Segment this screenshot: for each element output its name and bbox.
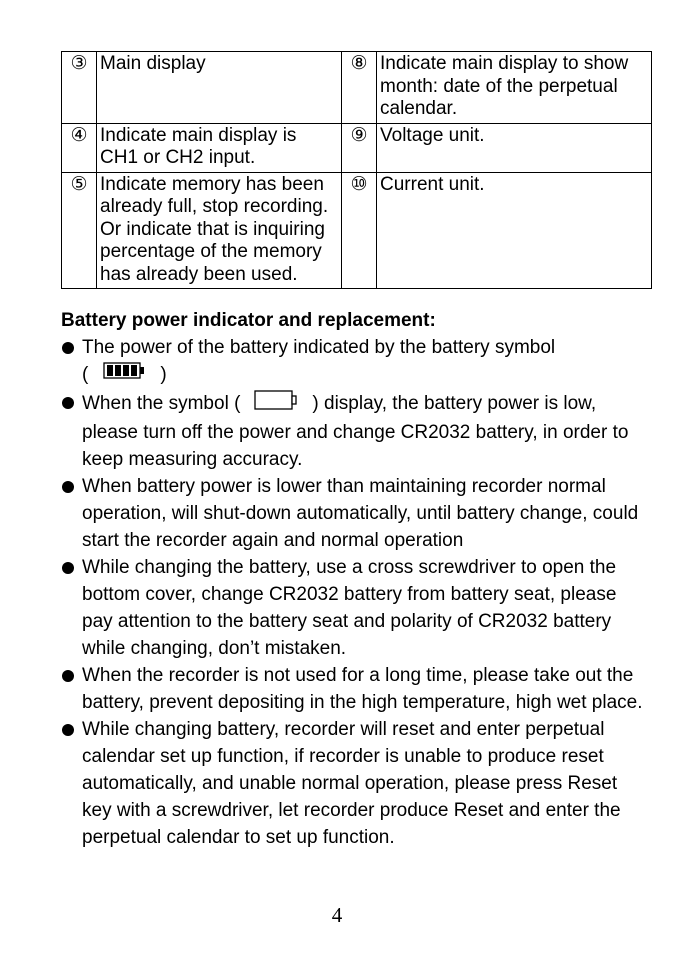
paren-open: ( — [82, 364, 89, 386]
legend-number: ⑤ — [62, 172, 97, 289]
item-text: While changing the battery, use a cross screwdriver to open the bottom cover, change CR2032 battery from battery seat, please pay attention to the battery seat and polarity of CR2032 battery while changing, don’t mistaken. — [82, 557, 617, 659]
bullet-dot-icon — [62, 481, 74, 493]
paren-close: ) — [160, 364, 167, 386]
item-text: While changing battery, recorder will reset and enter perpetual calendar set up function, if recorder is unable to produce reset automatically, and unable normal operation, please press Reset key with a screwdriver, let recorder produce Reset and enter the perpetual calendar to set up function. — [82, 719, 621, 848]
display-legend-table — [61, 51, 652, 289]
list-item — [61, 554, 651, 662]
bullet-dot-icon — [62, 562, 74, 574]
table-row — [62, 123, 652, 172]
item-text: The power of the battery indicated by the battery symbol — [82, 337, 556, 358]
legend-description: Indicate memory has been already full, stop recording. Or indicate that is inquiring percentage of the memory has already been used. — [97, 172, 342, 289]
bullet-dot-icon — [62, 724, 74, 736]
bullet-dot-icon — [62, 397, 74, 409]
legend-number: ④ — [62, 123, 97, 172]
list-item — [61, 716, 651, 851]
item-text: When the symbol ( — [82, 393, 241, 415]
legend-description: Voltage unit. — [377, 123, 652, 172]
battery-empty-icon — [254, 389, 298, 419]
page-number: 4 — [331, 903, 343, 927]
section-heading: Battery power indicator and replacement: — [61, 310, 436, 331]
legend-number: ③ — [62, 52, 97, 124]
bullet-dot-icon — [62, 670, 74, 682]
legend-number: ⑧ — [342, 52, 377, 124]
legend-description: Indicate main display is CH1 or CH2 input. — [97, 123, 342, 172]
legend-description: Main display — [97, 52, 342, 124]
legend-number: ⑨ — [342, 123, 377, 172]
legend-description: Indicate main display to show month: date of the perpetual calendar. — [377, 52, 652, 124]
list-item — [61, 473, 651, 554]
list-item — [61, 389, 651, 473]
bullet-dot-icon — [62, 342, 74, 354]
list-item — [61, 334, 651, 389]
table-row — [62, 172, 652, 289]
battery-full-icon — [103, 361, 146, 389]
table-row — [62, 52, 652, 124]
legend-number: ⑩ — [342, 172, 377, 289]
item-text: When the recorder is not used for a long time, please take out the battery, prevent depositing in the high temperature, high wet place. — [82, 665, 643, 713]
legend-description: Current unit. — [377, 172, 652, 289]
item-text: ) display, the battery power is low, please turn off the power and change CR2032 battery, in order to keep measuring accuracy. — [82, 393, 629, 470]
instruction-list — [61, 334, 651, 851]
item-text: When battery power is lower than maintaining recorder normal operation, will shut-down automatically, until battery change, could start the recorder again and normal operation — [82, 476, 639, 551]
list-item — [61, 662, 651, 716]
